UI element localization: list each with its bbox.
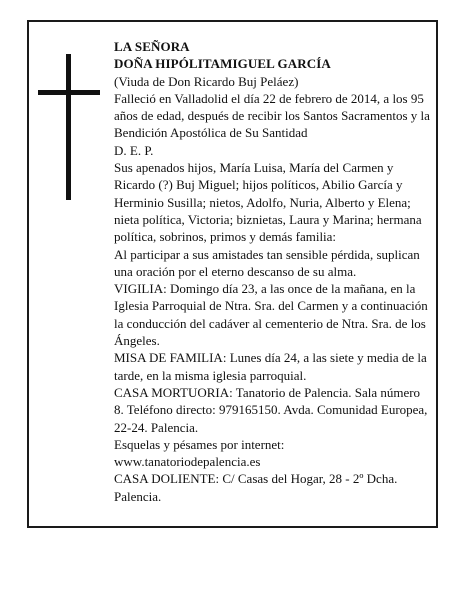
vigil-label: VIGILIA: bbox=[114, 281, 167, 297]
vigil-text: Domingo día 23, a las once de la mañana, en la Iglesia Parroquial de Ntra. Sra. del Carmen y a continuación la conducción del cadáver al cementerio de Ntra. Sra. de los Ángeles. bbox=[114, 281, 428, 349]
deceased-name: DOÑA HIPÓLITAMIGUEL GARCÍA bbox=[114, 56, 331, 72]
prayer-paragraph: Al participar a sus amistades tan sensible pérdida, suplican una oración por el eterno descanso de su alma. bbox=[114, 246, 420, 279]
internet-url: www.tanatoriodepalencia.es bbox=[114, 454, 261, 470]
mass-text: Lunes día 24, a las siete y media de la tarde, en la misma iglesia parroquial. bbox=[114, 350, 427, 383]
home-paragraph bbox=[114, 470, 430, 505]
mortuary-label: CASA MORTUORIA: bbox=[114, 384, 233, 400]
widow-line: (Viuda de Don Ricardo Buj Peláez) bbox=[114, 73, 299, 89]
mass-paragraph bbox=[114, 349, 430, 384]
notice-text bbox=[114, 38, 430, 505]
internet-line: Esquelas y pésames por internet: bbox=[114, 436, 285, 452]
home-text: C/ Casas del Hogar, 28 - 2º Dcha. Palencia. bbox=[114, 471, 398, 504]
death-paragraph: Falleció en Valladolid el día 22 de febrero de 2014, a los 95 años de edad, después de recibir los Santos Sacramentos y la Bendición Apostólica de Su Santidad bbox=[114, 90, 430, 141]
notice-title: LA SEÑORA bbox=[114, 39, 190, 54]
home-label: CASA DOLIENTE: bbox=[114, 471, 220, 487]
mortuary-text: Tanatorio de Palencia. Sala número 8. Teléfono directo: 979165150. Avda. Comunidad Europea, 22-24. Palencia. bbox=[114, 384, 428, 435]
cross-horizontal-bar bbox=[38, 90, 100, 95]
cross-vertical-bar bbox=[66, 54, 71, 200]
mass-label: MISA DE FAMILIA: bbox=[114, 350, 227, 366]
mortuary-paragraph bbox=[114, 384, 430, 436]
rip-line: D. E. P. bbox=[114, 142, 154, 158]
family-paragraph: Sus apenados hijos, María Luisa, María del Carmen y Ricardo (?) Buj Miguel; hijos políticos, Abilio García y Herminio Susilla; nietos, Adolfo, Nuria, Alberto y Elena; nieta política, Victoria; biznietas, Laura y Marina; hermana política, sobrinos, primos y demás familia: bbox=[114, 160, 422, 245]
vigil-paragraph bbox=[114, 280, 430, 349]
cross-icon bbox=[38, 54, 100, 200]
